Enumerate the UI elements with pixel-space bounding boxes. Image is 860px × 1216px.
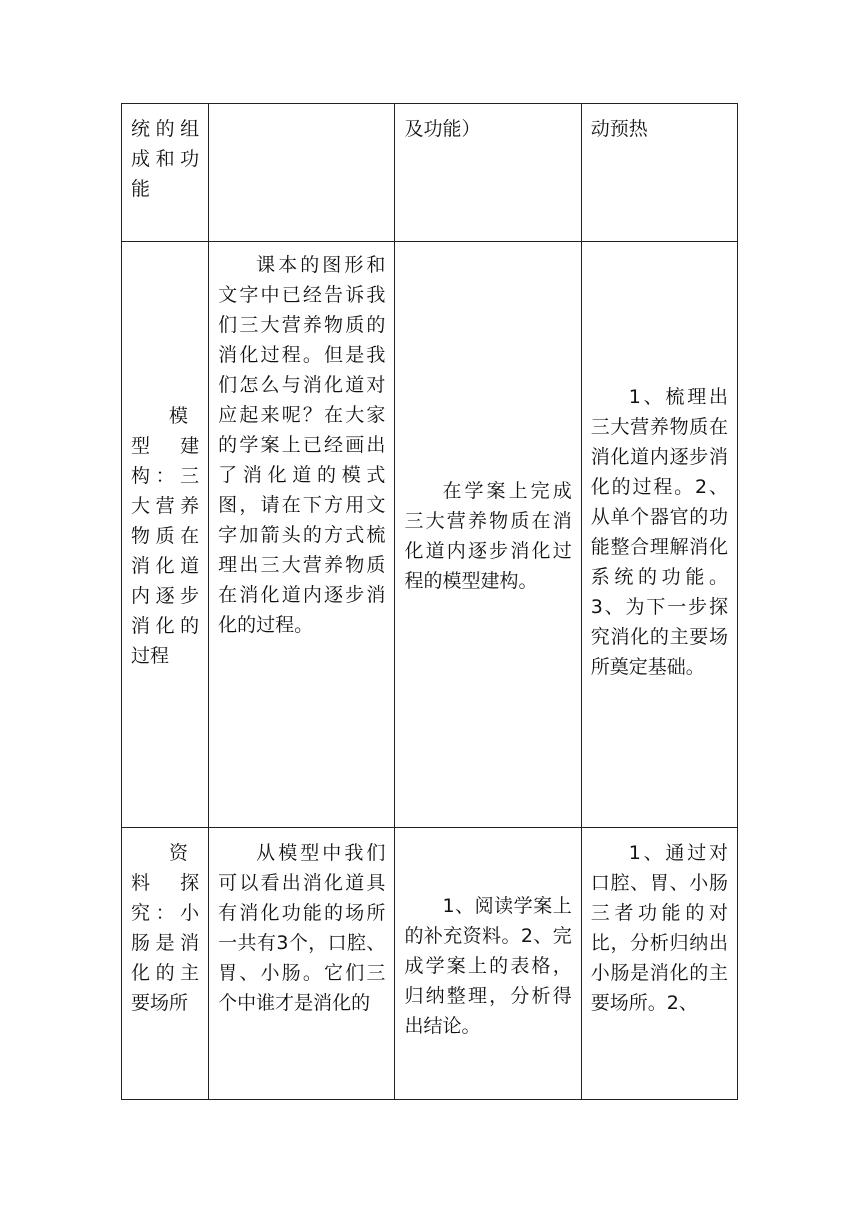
teacher-activity-cell: 课本的图形和文字中已经告诉我们三大营养物质的消化过程。但是我们怎么与消化道对应起来呢？在大家的学案上已经画出了消化道的模式图，请在下方用文字加箭头的方式梳理出三大营养物质在消化道内逐步消化的过程。	[209, 242, 395, 828]
lesson-plan-table	[121, 103, 738, 1100]
design-intent-cell: 1、通过对口腔、胃、小肠三者功能的对比，分析归纳出小肠是消化的主要场所。2、	[581, 828, 737, 1100]
topic-cell: 统的组成和功能	[122, 104, 209, 242]
student-activity-cell: 及功能）	[395, 104, 581, 242]
table-row	[122, 242, 738, 828]
student-activity-cell: 在学案上完成三大营养物质在消化道内逐步消化过程的模型建构。	[395, 242, 581, 828]
topic-cell: 模型建构：三大营养物质在消化道内逐步消化的过程	[122, 242, 209, 828]
student-activity-cell: 1、阅读学案上的补充资料。2、完成学案上的表格，归纳整理，分析得出结论。	[395, 828, 581, 1100]
teacher-activity-cell	[209, 104, 395, 242]
table-row	[122, 828, 738, 1100]
table-row	[122, 104, 738, 242]
design-intent-cell: 动预热	[581, 104, 737, 242]
topic-cell: 资料探究：小肠是消化的主要场所	[122, 828, 209, 1100]
design-intent-cell: 1、梳理出三大营养物质在消化道内逐步消化的过程。2、从单个器官的功能整合理解消化系统的功能。3、为下一步探究消化的主要场所奠定基础。	[581, 242, 737, 828]
teacher-activity-cell: 从模型中我们可以看出消化道具有消化功能的场所一共有3个，口腔、胃、小肠。它们三个中谁才是消化的	[209, 828, 395, 1100]
